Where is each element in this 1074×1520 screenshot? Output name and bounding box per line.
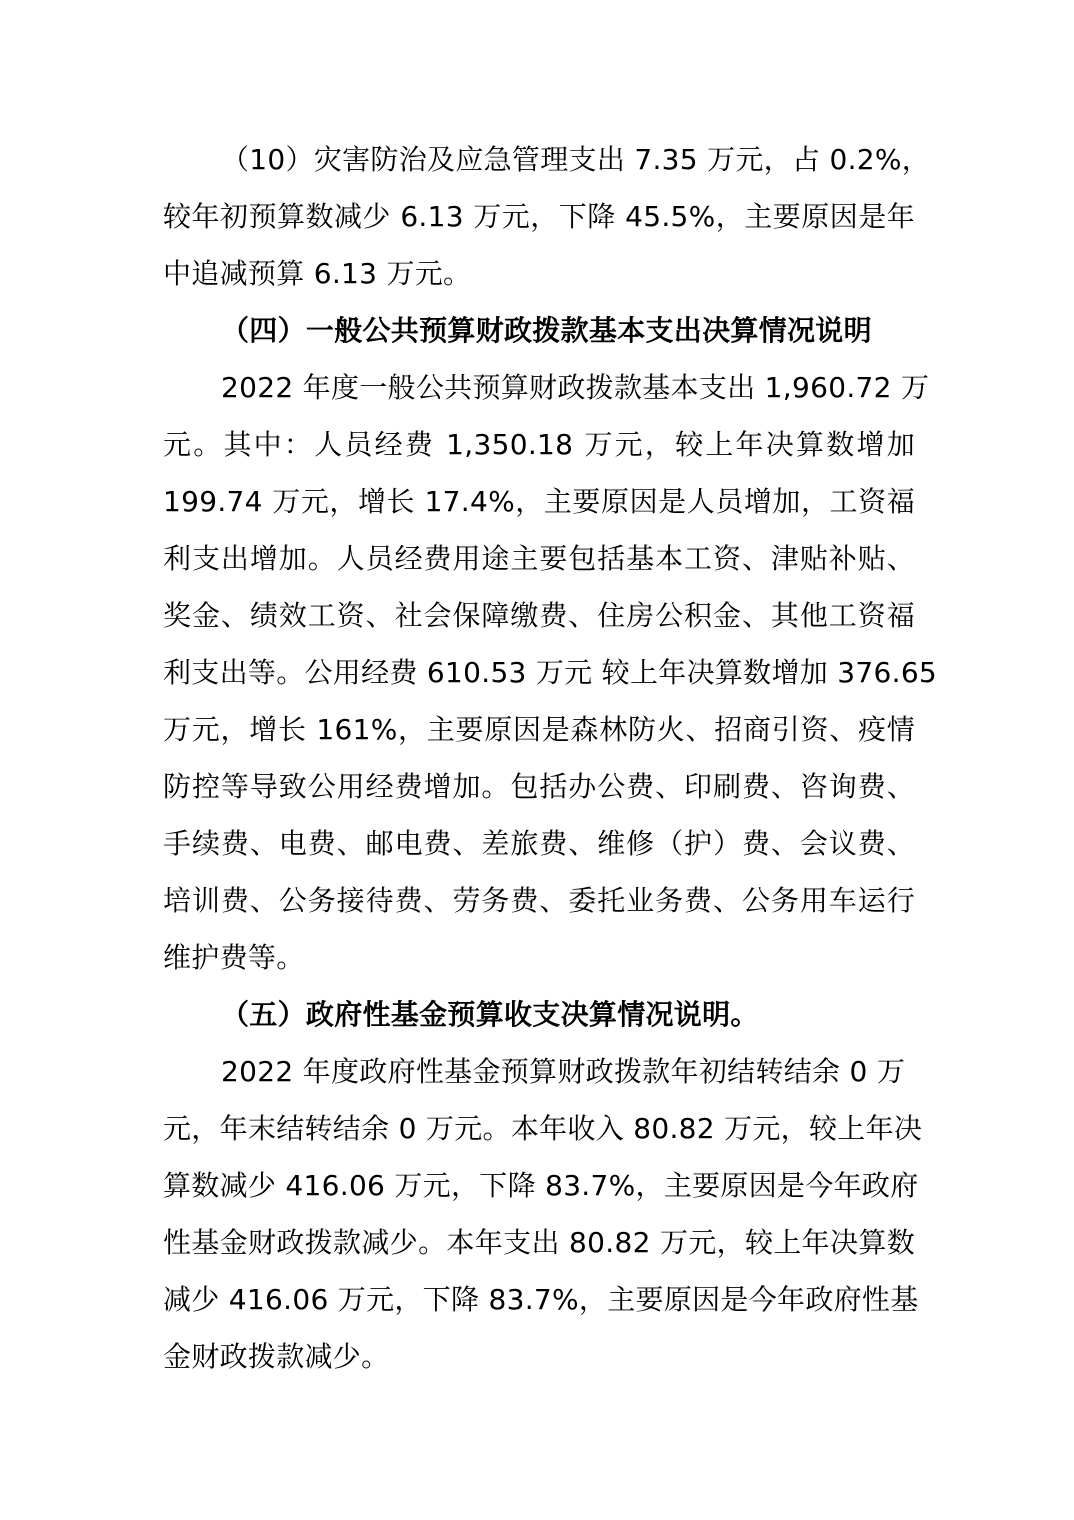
text-line: 减少 416.06 万元，下降 83.7%，主要原因是今年政府性基	[163, 1283, 919, 1316]
text-line: 培训费、公务接待费、劳务费、委托业务费、公务用车运行	[163, 884, 915, 917]
paragraph-basic-expenditure	[163, 359, 938, 986]
text-line: 199.74 万元，增长 17.4%，主要原因是人员增加，工资福	[163, 485, 915, 518]
text-line: 2022 年度一般公共预算财政拨款基本支出 1,960.72 万	[221, 371, 930, 404]
section-heading-4: （四）一般公共预算财政拨款基本支出决算情况说明	[221, 314, 872, 347]
document-page	[163, 131, 938, 1385]
text-line: 中追减预算 6.13 万元。	[163, 257, 472, 290]
paragraph-disaster-prevention	[163, 131, 931, 302]
text-line: 元，年末结转结余 0 万元。本年收入 80.82 万元，较上年决	[163, 1112, 923, 1145]
text-line: （10）灾害防治及应急管理支出 7.35 万元，占 0.2%，	[221, 143, 931, 176]
text-line: 维护费等。	[163, 941, 305, 974]
text-line: 性基金财政拨款减少。本年支出 80.82 万元，较上年决算数	[163, 1226, 915, 1259]
text-line: 算数减少 416.06 万元，下降 83.7%，主要原因是今年政府	[163, 1169, 919, 1202]
text-line: 利支出增加。人员经费用途主要包括基本工资、津贴补贴、	[163, 542, 915, 575]
text-line: 金财政拨款减少。	[163, 1340, 390, 1373]
text-line: 万元，增长 161%，主要原因是森林防火、招商引资、疫情	[163, 713, 915, 746]
paragraph-government-fund	[163, 1043, 923, 1385]
text-line: 2022 年度政府性基金预算财政拨款年初结转结余 0 万	[221, 1055, 906, 1088]
text-line: 利支出等。公用经费 610.53 万元 较上年决算数增加 376.65	[163, 656, 938, 689]
text-line: 奖金、绩效工资、社会保障缴费、住房公积金、其他工资福	[163, 599, 915, 632]
text-line: 手续费、电费、邮电费、差旅费、维修（护）费、会议费、	[163, 827, 915, 860]
text-line: 防控等导致公用经费增加。包括办公费、印刷费、咨询费、	[163, 770, 915, 803]
text-line: 较年初预算数减少 6.13 万元，下降 45.5%，主要原因是年	[163, 200, 915, 233]
text-line: 元。其中：人员经费 1,350.18 万元，较上年决算数增加	[163, 428, 915, 461]
section-heading-5: （五）政府性基金预算收支决算情况说明。	[221, 998, 759, 1031]
